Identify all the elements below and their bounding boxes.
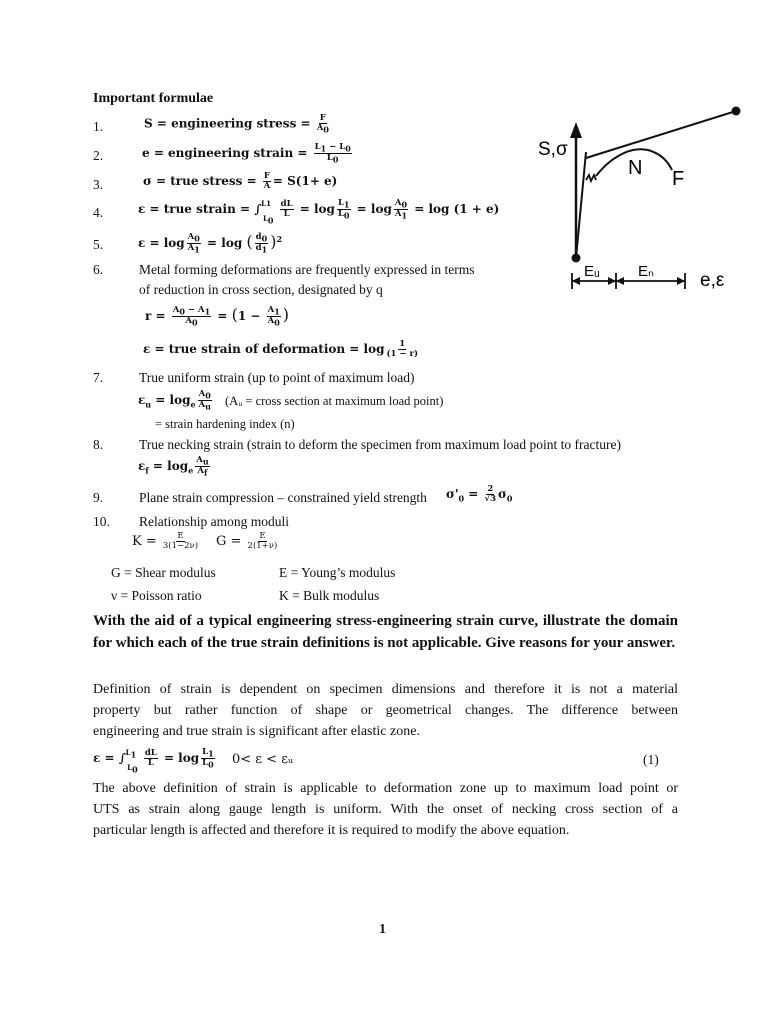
eu-arrow-right [608, 277, 616, 285]
y-axis-arrow [570, 122, 582, 138]
formula-number-3: 3. [93, 177, 104, 192]
formula-4: ε = true strain = ∫$^{L1}_{L_0}$ $\frac{dL}{L}$ = log $\frac{L_1}{L_0}$ = log $\frac{A_0}{A_1}$ = log (1 + e) [138, 198, 500, 226]
label-f: F [672, 168, 685, 190]
equation-1: ε = ∫$^{L_1}_{L_0}$ $\frac{dL}{L}$ = log $\frac{L_1}{L_0}$ [93, 747, 214, 775]
formula-6b: ε = true strain of deformation = log $\frac{1}{(1 - r)}$ [143, 339, 418, 359]
origin-point [572, 254, 581, 263]
item7-note: (Aᵤ = cross section at maximum load point) [225, 394, 444, 408]
en-arrow-left [616, 277, 624, 285]
moduli-poisson: ν = Poisson ratio [111, 588, 202, 603]
paragraph-1-line: engineering and true strain is significant after elastic zone. [93, 724, 420, 739]
formula-8: $\varepsilon_f = \log_e$ $\frac{A_u}{A_f}$ [138, 455, 209, 478]
stress-strain-diagram [530, 100, 750, 300]
formula-number-8: 8. [93, 437, 104, 452]
equation-1-label: (1) [643, 752, 659, 767]
label-eu: Eᵤ [584, 263, 600, 280]
formula-3: σ = true stress = $\frac{F}{A}$ = S(1+ e) [143, 171, 338, 191]
yield-wiggle [586, 175, 596, 181]
elastic-line [576, 152, 586, 258]
moduli-bulk: K = Bulk modulus [279, 588, 380, 603]
formula-number-7: 7. [93, 370, 104, 385]
fracture-point [732, 107, 741, 116]
y-axis-label: S,σ [538, 139, 568, 160]
formula-number-10: 10. [93, 514, 110, 529]
formula-2: e = engineering strain = $\frac{L_1 - L_0}{L_0}$ [142, 142, 351, 165]
formula-number-6: 6. [93, 262, 104, 277]
formula-6a: r = $\frac{A_0 - A_1}{A_0}$ = (1 − $\frac{A_1}{A_0}$ ) [145, 304, 290, 328]
paragraph-1-line: Definition of strain is dependent on specimen dimensions and therefore it is not a material [93, 682, 678, 697]
item9-text: Plane strain compression – constrained yield strength [139, 490, 427, 505]
eu-arrow-left [572, 277, 580, 285]
formula-7: $\varepsilon_u = \log_e$ $\frac{A_0}{A_u}$ [138, 389, 211, 412]
formula-number-1: 1. [93, 119, 104, 134]
item7-text: True uniform strain (up to point of maximum load) [139, 370, 415, 385]
label-en: Eₙ [638, 263, 654, 280]
page-number: 1 [379, 922, 386, 937]
formula-1: S = engineering stress = $\frac{F}{A_0}$ [144, 113, 329, 135]
paragraph-2 [93, 778, 678, 841]
paragraph-1-line: property but rather function of shape or geometrical changes. The difference between [93, 703, 678, 718]
formula-5: ε = log $\frac{A_0}{A_1}$ = log ( $\frac{d_0}{d_1}$ )$^2$ [138, 231, 283, 255]
section-title: Important formulae [93, 91, 214, 106]
item6-text: Metal forming deformations are frequently expressed in terms [139, 262, 475, 277]
item8-text: True necking strain (strain to deform the specimen from maximum load point to fracture) [139, 437, 621, 452]
formula-10-k: K = $\frac{E}{3(1-2\nu)}$ [132, 531, 199, 551]
formula-number-4: 4. [93, 205, 104, 220]
true-stress-line [586, 111, 736, 158]
equation-1-range: 0< ε < εᵤ [232, 752, 294, 767]
label-n: N [628, 157, 643, 179]
formula-number-5: 5. [93, 237, 104, 252]
formula-number-2: 2. [93, 148, 104, 163]
item6-text-line2: of reduction in cross section, designated by q [139, 282, 383, 297]
paragraph-2-line: UTS as strain along gauge length is uniform. With the onset of necking cross section of a [93, 802, 678, 817]
en-arrow-right [677, 277, 685, 285]
x-axis-label: e,ε [700, 270, 725, 291]
formula-number-9: 9. [93, 490, 104, 505]
paragraph-2-line: The above definition of strain is applicable to deformation zone up to maximum load point or [93, 781, 678, 796]
question-heading: With the aid of a typical engineering stress-engineering strain curve, illustrate the domain for which each of the true strain definitions is not applicable. Give reasons for your answer. [93, 613, 678, 651]
item7-note2: = strain hardening index (n) [155, 417, 295, 431]
moduli-young: E = Young’s modulus [279, 565, 396, 580]
formula-9: $\sigma'_0$ = $\frac{2}{√3}$ $\sigma_0$ [446, 484, 513, 504]
paragraph-2-line: particular length is affected and therefore it is required to modify the above equation. [93, 823, 570, 838]
item10-text: Relationship among moduli [139, 514, 289, 529]
paragraph-1 [93, 679, 678, 742]
moduli-shear: G = Shear modulus [111, 565, 216, 580]
formula-10-g: G = $\frac{E}{2(1+\nu)}$ [216, 531, 278, 551]
